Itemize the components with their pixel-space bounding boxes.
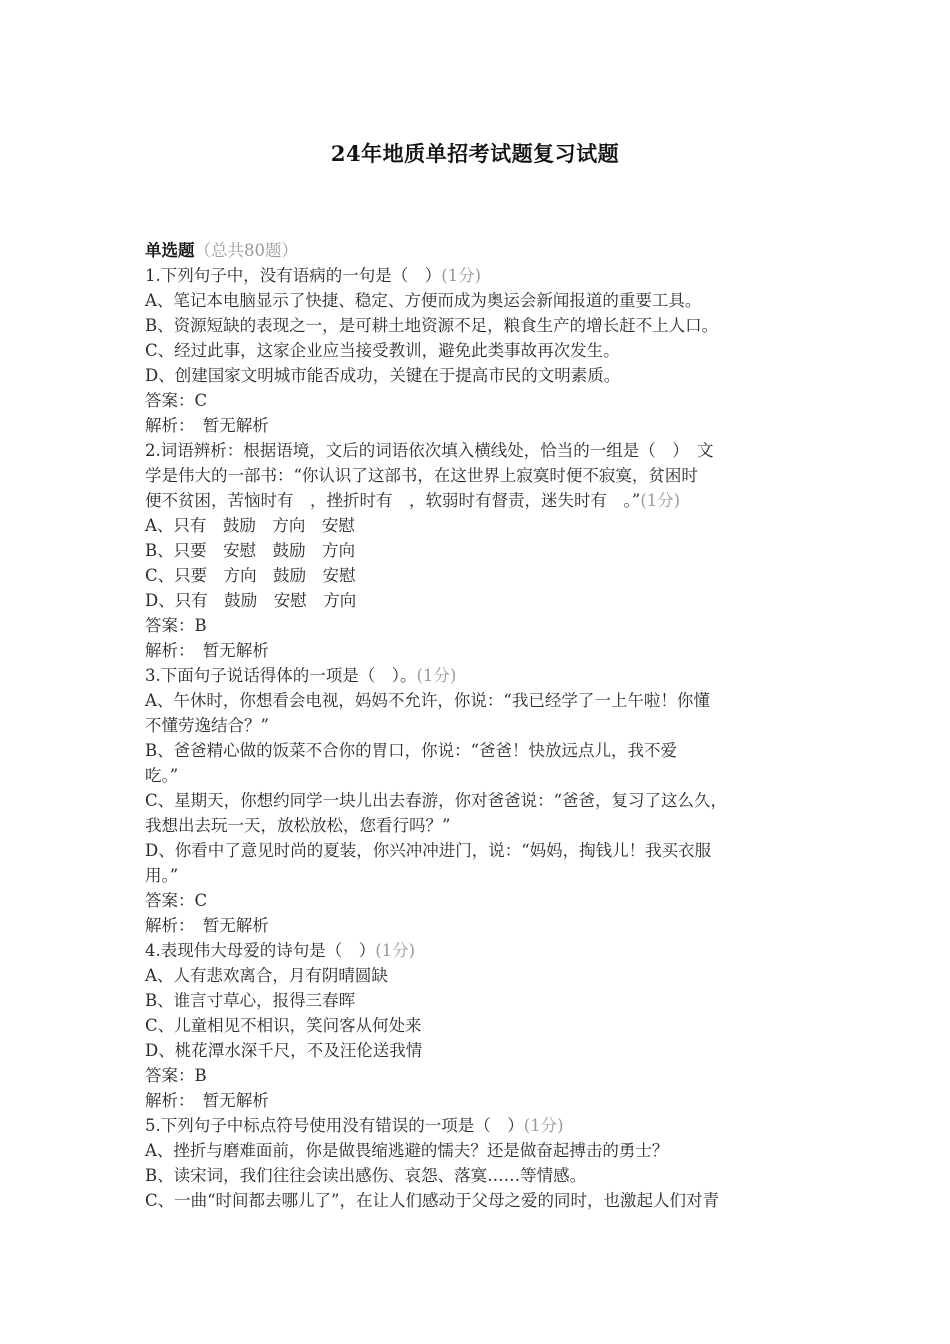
option-d: D、只有 鼓励 安慰 方向 — [145, 591, 357, 610]
question-stem: 2.词语辨析：根据语境，文后的词语依次填入横线处，恰当的一组是（ ） 文 — [145, 441, 714, 460]
option-c: C、经过此事，这家企业应当接受教训，避免此类事故再次发生。 — [145, 341, 620, 360]
question-1 — [145, 263, 825, 438]
option-b: B、读宋词，我们往往会读出感伤、哀怨、落寞……等情感。 — [145, 1166, 587, 1185]
analysis: 解析： 暂无解析 — [145, 1091, 269, 1110]
analysis: 解析： 暂无解析 — [145, 916, 269, 935]
question-stem: 学是伟大的一部书：“你认识了这部书，在这世界上寂寞时便不寂寞，贫困时 — [145, 466, 698, 485]
question-5 — [145, 1113, 825, 1213]
option-c-cont: 我想出去玩一天，放松放松，您看行吗？” — [145, 816, 451, 835]
option-d: D、创建国家文明城市能否成功，关键在于提高市民的文明素质。 — [145, 366, 621, 385]
answer: 答案：B — [145, 616, 207, 635]
question-stem: 3.下面句子说话得体的一项是（ ）。 — [145, 666, 417, 685]
answer: 答案：C — [145, 891, 208, 910]
option-a-cont: 不懂劳逸结合？” — [145, 716, 269, 735]
option-b: B、只要 安慰 鼓励 方向 — [145, 541, 356, 560]
option-c: C、星期天，你想约同学一块儿出去春游，你对爸爸说：“爸爸，复习了这么久， — [145, 791, 728, 810]
question-list — [145, 238, 825, 1213]
option-c: C、只要 方向 鼓励 安慰 — [145, 566, 356, 585]
option-b: B、资源短缺的表现之一，是可耕土地资源不足，粮食生产的增长赶不上人口。 — [145, 316, 719, 335]
question-score: (1分) — [416, 666, 457, 685]
option-b: B、谁言寸草心，报得三春晖 — [145, 991, 356, 1010]
option-b-cont: 吃。” — [145, 766, 179, 785]
question-stem: 5.下列句子中标点符号使用没有错误的一项是（ ） — [145, 1116, 524, 1135]
option-c: C、一曲“时间都去哪儿了”，在让人们感动于父母之爱的同时，也激起人们对青 — [145, 1191, 719, 1210]
option-a: A、笔记本电脑显示了快捷、稳定、方便而成为奥运会新闻报道的重要工具。 — [145, 291, 702, 310]
question-3 — [145, 663, 825, 938]
question-2 — [145, 438, 825, 663]
option-d: D、你看中了意见时尚的夏装，你兴冲冲进门，说：“妈妈，掏钱儿！我买衣服 — [145, 841, 712, 860]
page-title: 24年地质单招考试题复习试题 — [330, 141, 620, 166]
option-c: C、儿童相见不相识，笑问客从何处来 — [145, 1016, 422, 1035]
question-stem: 1.下列句子中，没有语病的一句是（ ） — [145, 266, 442, 285]
option-d: D、桃花潭水深千尺，不及汪伦送我情 — [145, 1041, 423, 1060]
option-b: B、爸爸精心做的饭菜不合你的胃口，你说：“爸爸！快放远点儿，我不爱 — [145, 741, 678, 760]
option-a: A、人有悲欢离合，月有阴晴圆缺 — [145, 966, 388, 985]
section-count: （总共80题） — [194, 241, 298, 260]
question-score: (1分) — [523, 1116, 564, 1135]
option-a: A、午休时，你想看会电视，妈妈不允许，你说：“我已经学了一上午啦！你懂 — [145, 691, 710, 710]
option-a: A、挫折与磨难面前，你是做畏缩逃避的懦夫？还是做奋起搏击的勇士？ — [145, 1141, 669, 1160]
analysis: 解析： 暂无解析 — [145, 641, 269, 660]
answer: 答案：B — [145, 1066, 207, 1085]
question-stem: 4.表现伟大母爱的诗句是（ ） — [145, 941, 376, 960]
section-header — [145, 238, 825, 263]
question-score: (1分) — [640, 491, 681, 510]
analysis: 解析： 暂无解析 — [145, 416, 269, 435]
option-d-cont: 用。” — [145, 866, 179, 885]
answer: 答案：C — [145, 391, 208, 410]
option-a: A、只有 鼓励 方向 安慰 — [145, 516, 355, 535]
question-score: (1分) — [441, 266, 482, 285]
section-label: 单选题 — [145, 241, 195, 260]
question-4 — [145, 938, 825, 1113]
question-score: (1分) — [375, 941, 416, 960]
question-stem: 便不贫困，苦恼时有 ，挫折时有 ，软弱时有督责，迷失时有 。” — [145, 491, 641, 510]
